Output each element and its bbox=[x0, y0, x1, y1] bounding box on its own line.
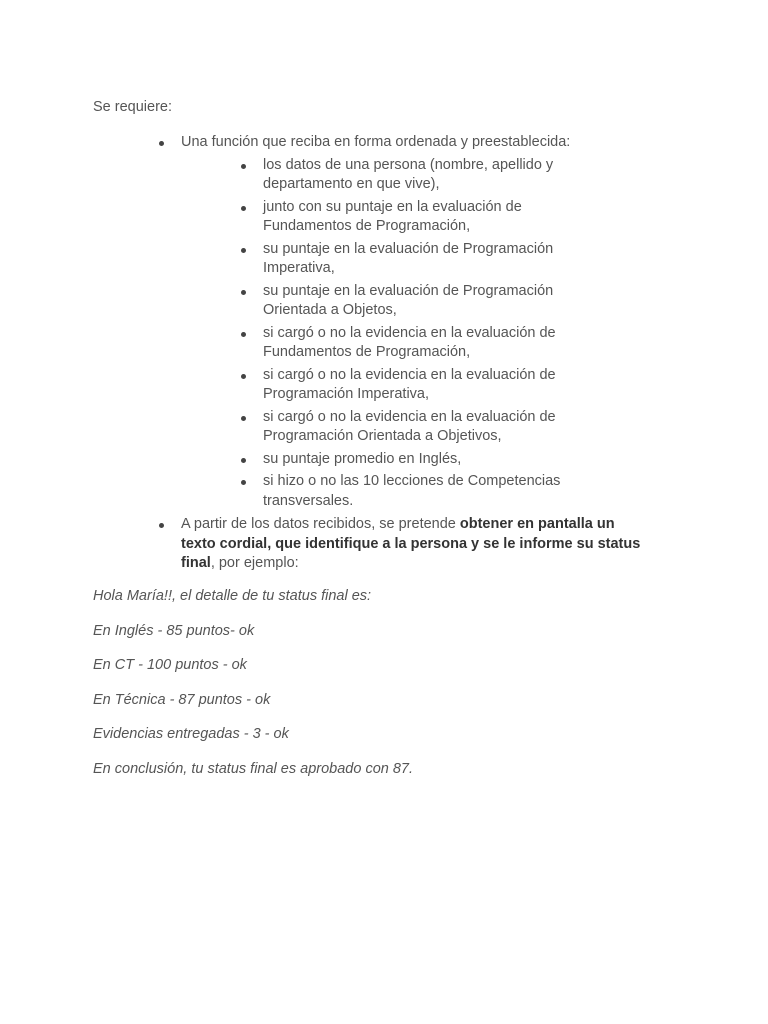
list-item-text: Una función que reciba en forma ordenada y preestablecida: bbox=[181, 134, 571, 150]
sub-list-item: los datos de una persona (nombre, apellido y departamento en que vive), bbox=[263, 156, 593, 195]
sub-list-item: si cargó o no la evidencia en la evaluación de Programación Orientada a Objetivos, bbox=[263, 408, 593, 447]
list-item bbox=[181, 515, 651, 574]
sub-list-item: su puntaje en la evaluación de Programación Orientada a Objetos, bbox=[263, 282, 593, 321]
example-greeting: Hola María!!, el detalle de tu status final es: bbox=[93, 588, 372, 604]
example-line: Evidencias entregadas - 3 - ok bbox=[93, 726, 289, 742]
example-conclusion: En conclusión, tu status final es aprobado con 87. bbox=[93, 760, 414, 777]
sub-list-item: su puntaje en la evaluación de Programación Imperativa, bbox=[263, 240, 593, 279]
list-item-suffix: , por ejemplo: bbox=[210, 555, 299, 571]
sub-list-item: si cargó o no la evidencia en la evaluación de Programación Imperativa, bbox=[263, 366, 593, 405]
sub-list-item: su puntaje promedio en Inglés, bbox=[263, 450, 593, 470]
example-line: En Técnica - 87 puntos - ok bbox=[93, 691, 271, 708]
sub-list-item: si hizo o no las 10 lecciones de Competencias transversales. bbox=[263, 472, 593, 511]
example-line: En Inglés - 85 puntos- ok bbox=[93, 622, 255, 639]
intro-text: Se requiere: bbox=[93, 99, 172, 115]
requirements-list bbox=[181, 133, 651, 574]
example-output bbox=[93, 587, 413, 794]
example-line: En CT - 100 puntos - ok bbox=[93, 657, 247, 673]
emphasis-text: obtener en pantalla un texto cordial, que identifique a la persona y se le informe su status final bbox=[181, 516, 641, 571]
sub-list-item: junto con su puntaje en la evaluación de Fundamentos de Programación, bbox=[263, 198, 593, 237]
sub-list bbox=[263, 156, 593, 512]
list-item bbox=[181, 133, 651, 511]
list-item-prefix: A partir de los datos recibidos, se pretende bbox=[181, 516, 460, 532]
sub-list-item: si cargó o no la evidencia en la evaluación de Fundamentos de Programación, bbox=[263, 324, 593, 363]
